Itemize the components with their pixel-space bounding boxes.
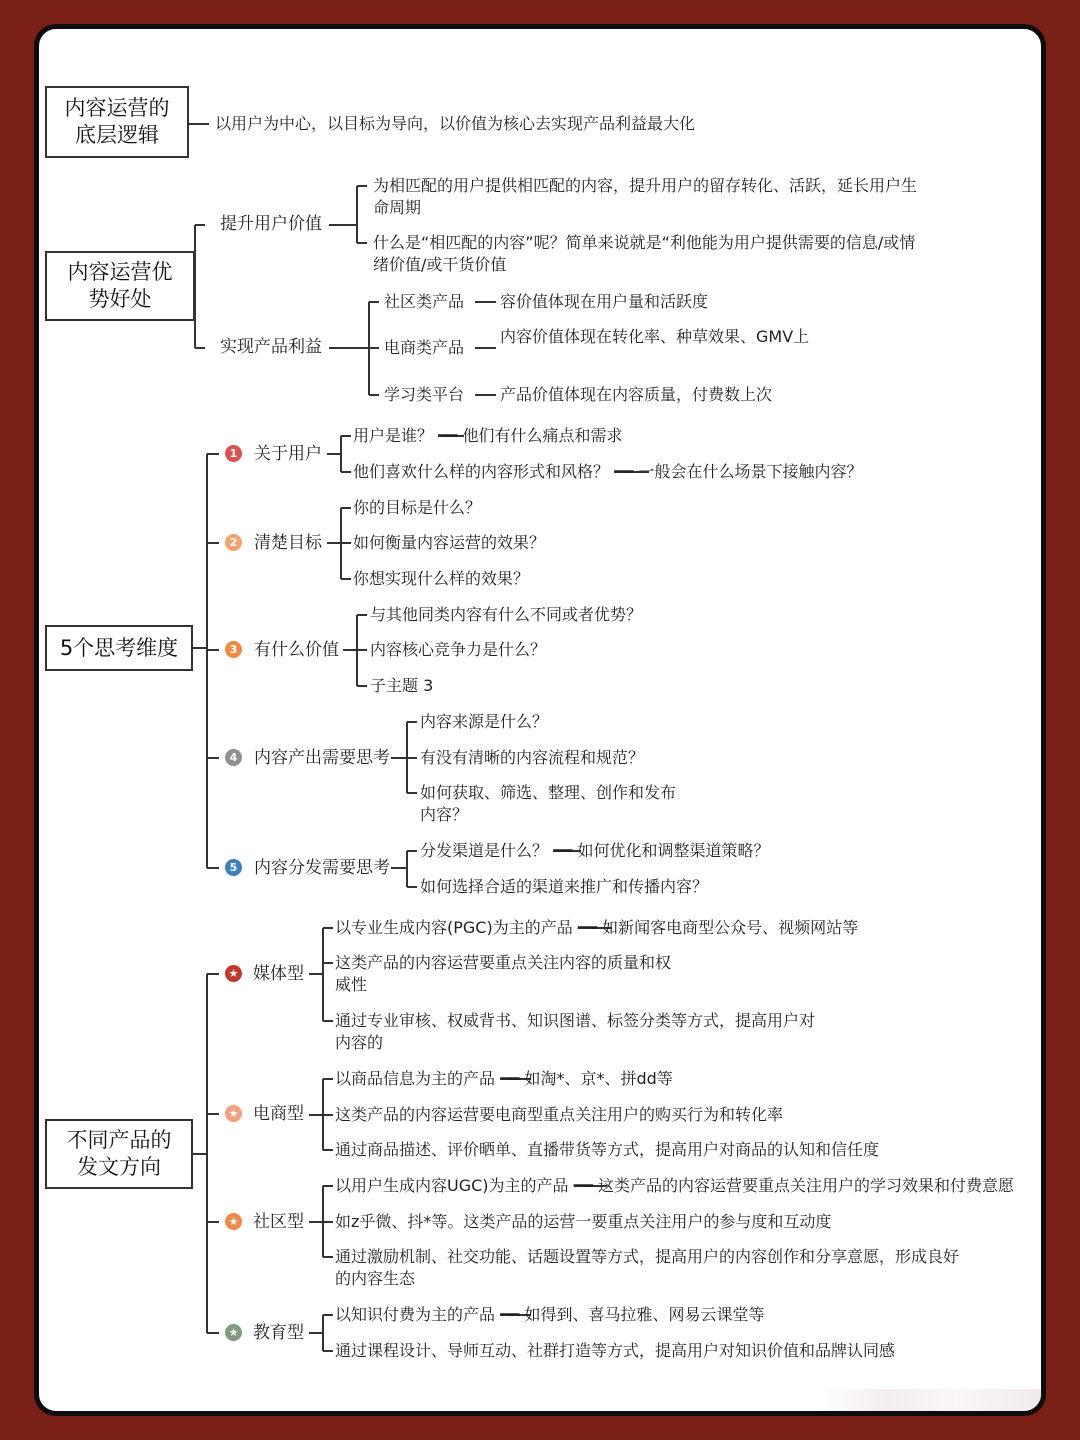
branch-community[interactable]: 社区型	[253, 1212, 304, 1232]
branch-education[interactable]: 教育型	[253, 1323, 304, 1343]
leaf-item: 内容核心竞争力是什么？	[370, 640, 547, 659]
leaf-item: 这类产品的内容运营要电商型重点关注用户的购买行为和转化率	[335, 1105, 784, 1124]
number-2-icon: 2	[225, 534, 242, 551]
branch-media[interactable]: 媒体型	[253, 964, 304, 984]
leaf-item: 以商品信息为主的产品 ━━ 如淘*、京*、拼dd等	[335, 1069, 673, 1088]
mind-map-card	[34, 24, 1046, 1416]
leaf-item: 分发渠道是什么？ ━━ 如何优化和调整渠道策略？	[420, 841, 770, 860]
leaf-item: 通过商品描述、评价晒单、直播带货等方式，提高用户对商品的认知和信任度	[335, 1140, 880, 1159]
star-icon: ★	[225, 1213, 242, 1230]
leaf-item: 以用户生成内容UGC)为主的产品 ━━ 这类产品的内容运营要重点关注用户的学习效果和付费意愿	[335, 1176, 1014, 1195]
root-node-logic[interactable]: 内容运营的底层逻辑	[45, 86, 189, 158]
branch-content-production[interactable]: 内容产出需要思考	[254, 748, 390, 768]
branch-clear-goals[interactable]: 清楚目标	[254, 533, 322, 553]
leaf-item: 有没有清晰的内容流程和规范？	[420, 748, 645, 767]
leaf-item: 这类产品的内容运营要重点关注内容的质量和权威性	[335, 953, 672, 994]
branch-ecommerce[interactable]: 电商型	[253, 1104, 304, 1124]
root-node-product-types[interactable]: 不同产品的发文方向	[45, 1119, 193, 1189]
leaf-item: 如何选择合适的渠道来推广和传播内容？	[420, 877, 709, 896]
leaf-item: 如z乎微、抖*等。这类产品的运营一要重点关注用户的参与度和互动度	[335, 1212, 832, 1231]
leaf-item: 通过激励机制、社交功能、话题设置等方式，提高用户的内容创作和分享意愿，形成良好的内容生态	[335, 1247, 960, 1288]
leaf-item: 以专业生成内容(PGC)为主的产品 ━━ 如新闻客电商型公众号、视频网站等	[335, 918, 859, 937]
number-1-icon: 1	[225, 445, 242, 462]
leaf-detail: 产品价值体现在内容质量，付费数上次	[500, 385, 773, 404]
leaf-item: 以知识付费为主的产品 ━━ 如得到、喜马拉雅、网易云课堂等	[335, 1305, 765, 1324]
leaf-item: 通过课程设计、导师互动、社群打造等方式，提高用户对知识价值和品牌认同感	[335, 1341, 896, 1360]
number-4-icon: 4	[225, 749, 242, 766]
logic-content: 以用户为中心，以目标为导向，以价值为核心去实现产品利益最大化	[215, 114, 696, 133]
star-icon: ★	[225, 965, 242, 982]
leaf-item: 为相匹配的用户提供相匹配的内容，提升用户的留存转化、活跃，延长用户生命周期	[373, 176, 918, 217]
root-node-advantages[interactable]: 内容运营优势好处	[45, 251, 195, 321]
root-node-dimensions[interactable]: 5个思考维度	[45, 625, 193, 671]
leaf-item: 学习类平台	[384, 385, 465, 404]
star-icon: ★	[225, 1324, 242, 1341]
number-3-icon: 3	[225, 641, 242, 658]
leaf-item: 他们喜欢什么样的内容形式和风格？ ━━ 一般会在什么场景下接触内容？	[353, 462, 863, 481]
number-5-icon: 5	[225, 859, 242, 876]
leaf-item: 内容来源是什么？	[420, 712, 549, 731]
branch-about-users[interactable]: 关于用户	[254, 444, 322, 464]
star-icon: ★	[225, 1105, 242, 1122]
leaf-detail: 容价值体现在用户量和活跃度	[500, 292, 709, 311]
leaf-item: 如何衡量内容运营的效果？	[353, 533, 546, 552]
leaf-item: 与其他同类内容有什么不同或者优势？	[370, 605, 643, 624]
branch-product-benefit[interactable]: 实现产品利益	[220, 337, 322, 357]
branch-user-value[interactable]: 提升用户价值	[220, 214, 322, 234]
leaf-item: 如何获取、筛选、整理、创作和发布内容？	[420, 783, 677, 824]
branch-value[interactable]: 有什么价值	[254, 640, 339, 660]
leaf-item: 用户是谁？ ━━ 他们有什么痛点和需求	[353, 426, 623, 445]
leaf-item: 社区类产品	[384, 292, 465, 311]
leaf-item: 你的目标是什么？	[353, 498, 482, 517]
leaf-item: 你想实现什么样的效果？	[353, 569, 530, 588]
leaf-item: 什么是“相匹配的内容”呢？简单来说就是“利他能为用户提供需要的信息/或情绪价值/或干货价值	[373, 233, 916, 274]
watermark	[819, 1389, 1046, 1416]
leaf-item: 电商类产品	[384, 338, 465, 357]
leaf-item: 子主题 3	[370, 676, 434, 695]
leaf-item: 通过专业审核、权威背书、知识图谱、标签分类等方式，提高用户对内容的	[335, 1011, 816, 1052]
branch-content-distribution[interactable]: 内容分发需要思考	[254, 858, 390, 878]
leaf-detail: 内容价值体现在转化率、种草效果、GMV上	[500, 327, 810, 346]
